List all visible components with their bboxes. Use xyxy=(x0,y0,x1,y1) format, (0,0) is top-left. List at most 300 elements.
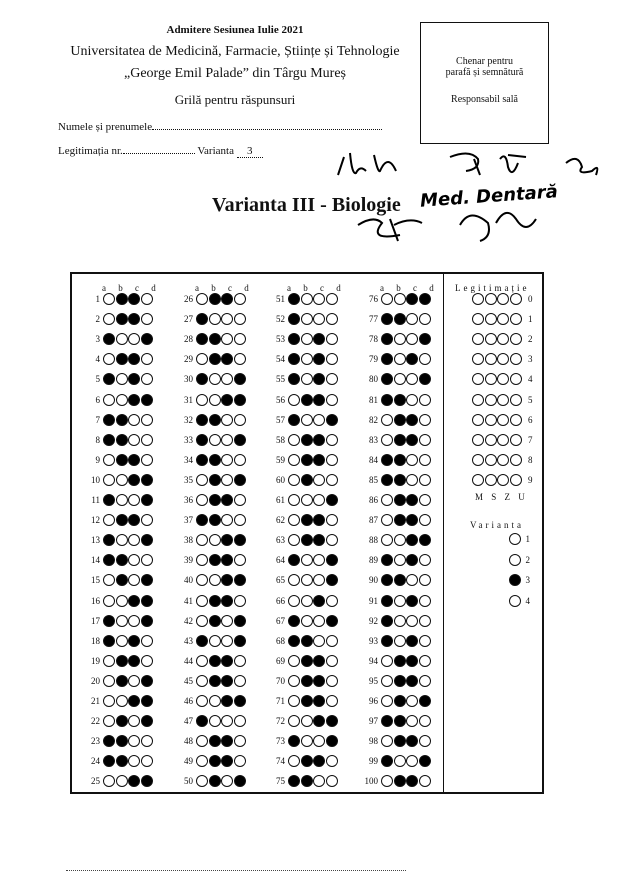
answer-bubble-d[interactable] xyxy=(326,775,338,787)
answer-bubble-a[interactable] xyxy=(288,394,300,406)
answer-bubble-a[interactable] xyxy=(288,715,300,727)
answer-bubble-c[interactable] xyxy=(313,494,325,506)
answer-bubble-d[interactable] xyxy=(326,735,338,747)
answer-bubble-b[interactable] xyxy=(116,414,128,426)
answer-bubble-b[interactable] xyxy=(116,313,128,325)
answer-bubble-d[interactable] xyxy=(141,695,153,707)
answer-bubble-c[interactable] xyxy=(313,534,325,546)
legitimatie-bubble[interactable] xyxy=(510,353,522,365)
answer-bubble-a[interactable] xyxy=(103,494,115,506)
answer-bubble-c[interactable] xyxy=(128,333,140,345)
answer-bubble-a[interactable] xyxy=(381,574,393,586)
answer-bubble-b[interactable] xyxy=(116,494,128,506)
answer-bubble-c[interactable] xyxy=(313,293,325,305)
answer-bubble-b[interactable] xyxy=(301,574,313,586)
answer-bubble-d[interactable] xyxy=(326,554,338,566)
answer-bubble-d[interactable] xyxy=(141,615,153,627)
answer-bubble-d[interactable] xyxy=(419,313,431,325)
answer-bubble-c[interactable] xyxy=(128,615,140,627)
answer-bubble-c[interactable] xyxy=(313,434,325,446)
answer-bubble-b[interactable] xyxy=(394,775,406,787)
answer-bubble-b[interactable] xyxy=(394,434,406,446)
answer-bubble-b[interactable] xyxy=(394,394,406,406)
answer-bubble-c[interactable] xyxy=(406,394,418,406)
answer-bubble-c[interactable] xyxy=(313,414,325,426)
answer-bubble-d[interactable] xyxy=(326,534,338,546)
variant-bubble[interactable] xyxy=(509,595,521,607)
answer-bubble-d[interactable] xyxy=(141,353,153,365)
answer-bubble-c[interactable] xyxy=(313,715,325,727)
answer-bubble-d[interactable] xyxy=(234,514,246,526)
answer-bubble-c[interactable] xyxy=(128,675,140,687)
answer-bubble-b[interactable] xyxy=(209,554,221,566)
answer-bubble-d[interactable] xyxy=(234,454,246,466)
answer-bubble-d[interactable] xyxy=(141,414,153,426)
answer-bubble-b[interactable] xyxy=(301,534,313,546)
answer-bubble-b[interactable] xyxy=(394,635,406,647)
answer-bubble-a[interactable] xyxy=(196,434,208,446)
answer-bubble-c[interactable] xyxy=(221,333,233,345)
legitimatie-bubble[interactable] xyxy=(485,414,497,426)
answer-bubble-a[interactable] xyxy=(103,534,115,546)
answer-bubble-a[interactable] xyxy=(103,695,115,707)
answer-bubble-a[interactable] xyxy=(381,534,393,546)
answer-bubble-d[interactable] xyxy=(419,353,431,365)
answer-bubble-a[interactable] xyxy=(381,514,393,526)
answer-bubble-c[interactable] xyxy=(406,293,418,305)
answer-bubble-b[interactable] xyxy=(394,655,406,667)
answer-bubble-a[interactable] xyxy=(196,615,208,627)
answer-bubble-b[interactable] xyxy=(301,394,313,406)
answer-bubble-c[interactable] xyxy=(313,635,325,647)
legitimatie-bubble[interactable] xyxy=(485,373,497,385)
legitimatie-bubble[interactable] xyxy=(485,313,497,325)
answer-bubble-b[interactable] xyxy=(301,715,313,727)
legitimatie-bubble[interactable] xyxy=(485,293,497,305)
answer-bubble-b[interactable] xyxy=(116,595,128,607)
answer-bubble-c[interactable] xyxy=(128,474,140,486)
answer-bubble-d[interactable] xyxy=(141,554,153,566)
answer-bubble-a[interactable] xyxy=(381,755,393,767)
answer-bubble-c[interactable] xyxy=(406,534,418,546)
answer-bubble-d[interactable] xyxy=(234,474,246,486)
answer-bubble-c[interactable] xyxy=(406,635,418,647)
answer-bubble-d[interactable] xyxy=(234,373,246,385)
answer-bubble-b[interactable] xyxy=(394,615,406,627)
answer-bubble-c[interactable] xyxy=(128,434,140,446)
answer-bubble-a[interactable] xyxy=(381,394,393,406)
answer-bubble-a[interactable] xyxy=(196,675,208,687)
answer-bubble-b[interactable] xyxy=(116,394,128,406)
answer-bubble-a[interactable] xyxy=(103,655,115,667)
answer-bubble-b[interactable] xyxy=(301,333,313,345)
answer-bubble-a[interactable] xyxy=(288,635,300,647)
answer-bubble-d[interactable] xyxy=(419,675,431,687)
answer-bubble-d[interactable] xyxy=(326,333,338,345)
answer-bubble-d[interactable] xyxy=(234,293,246,305)
answer-bubble-c[interactable] xyxy=(128,635,140,647)
answer-bubble-d[interactable] xyxy=(419,293,431,305)
answer-bubble-d[interactable] xyxy=(326,695,338,707)
answer-bubble-b[interactable] xyxy=(301,635,313,647)
answer-bubble-c[interactable] xyxy=(406,595,418,607)
legitimatie-bubble[interactable] xyxy=(485,474,497,486)
answer-bubble-c[interactable] xyxy=(128,655,140,667)
answer-bubble-c[interactable] xyxy=(128,353,140,365)
answer-bubble-c[interactable] xyxy=(128,394,140,406)
answer-bubble-b[interactable] xyxy=(394,574,406,586)
answer-bubble-a[interactable] xyxy=(288,534,300,546)
answer-bubble-d[interactable] xyxy=(419,635,431,647)
answer-bubble-a[interactable] xyxy=(381,715,393,727)
answer-bubble-b[interactable] xyxy=(394,474,406,486)
answer-bubble-c[interactable] xyxy=(313,595,325,607)
answer-bubble-b[interactable] xyxy=(301,595,313,607)
answer-bubble-c[interactable] xyxy=(406,474,418,486)
answer-bubble-d[interactable] xyxy=(234,755,246,767)
answer-bubble-a[interactable] xyxy=(103,353,115,365)
answer-bubble-a[interactable] xyxy=(288,313,300,325)
answer-bubble-c[interactable] xyxy=(128,313,140,325)
variant-bubble[interactable] xyxy=(509,533,521,545)
answer-bubble-d[interactable] xyxy=(419,595,431,607)
answer-bubble-c[interactable] xyxy=(221,474,233,486)
answer-bubble-a[interactable] xyxy=(103,615,115,627)
answer-bubble-b[interactable] xyxy=(394,755,406,767)
answer-bubble-a[interactable] xyxy=(196,595,208,607)
answer-bubble-d[interactable] xyxy=(419,615,431,627)
answer-bubble-c[interactable] xyxy=(313,615,325,627)
answer-bubble-c[interactable] xyxy=(221,494,233,506)
answer-bubble-b[interactable] xyxy=(116,474,128,486)
answer-bubble-c[interactable] xyxy=(128,735,140,747)
answer-bubble-a[interactable] xyxy=(196,494,208,506)
answer-bubble-d[interactable] xyxy=(326,414,338,426)
answer-bubble-b[interactable] xyxy=(209,615,221,627)
answer-bubble-b[interactable] xyxy=(116,675,128,687)
answer-bubble-d[interactable] xyxy=(419,373,431,385)
answer-bubble-a[interactable] xyxy=(103,394,115,406)
answer-bubble-b[interactable] xyxy=(116,574,128,586)
answer-bubble-d[interactable] xyxy=(326,293,338,305)
answer-bubble-a[interactable] xyxy=(196,695,208,707)
answer-bubble-c[interactable] xyxy=(128,715,140,727)
answer-bubble-a[interactable] xyxy=(103,514,115,526)
answer-bubble-c[interactable] xyxy=(221,595,233,607)
answer-bubble-a[interactable] xyxy=(288,434,300,446)
answer-bubble-c[interactable] xyxy=(128,373,140,385)
answer-bubble-b[interactable] xyxy=(301,414,313,426)
answer-bubble-d[interactable] xyxy=(141,675,153,687)
answer-bubble-d[interactable] xyxy=(141,715,153,727)
answer-bubble-d[interactable] xyxy=(234,775,246,787)
answer-bubble-a[interactable] xyxy=(381,675,393,687)
answer-bubble-b[interactable] xyxy=(301,293,313,305)
answer-bubble-c[interactable] xyxy=(221,554,233,566)
legitimatie-bubble[interactable] xyxy=(510,333,522,345)
answer-bubble-d[interactable] xyxy=(141,514,153,526)
answer-bubble-d[interactable] xyxy=(419,735,431,747)
answer-bubble-c[interactable] xyxy=(221,574,233,586)
answer-bubble-c[interactable] xyxy=(221,735,233,747)
answer-bubble-b[interactable] xyxy=(301,775,313,787)
answer-bubble-a[interactable] xyxy=(288,454,300,466)
answer-bubble-d[interactable] xyxy=(141,293,153,305)
answer-bubble-d[interactable] xyxy=(234,353,246,365)
answer-bubble-c[interactable] xyxy=(128,514,140,526)
answer-bubble-d[interactable] xyxy=(141,333,153,345)
answer-bubble-b[interactable] xyxy=(301,474,313,486)
answer-bubble-a[interactable] xyxy=(103,474,115,486)
answer-bubble-c[interactable] xyxy=(313,755,325,767)
answer-bubble-c[interactable] xyxy=(128,595,140,607)
answer-bubble-b[interactable] xyxy=(209,414,221,426)
answer-bubble-b[interactable] xyxy=(301,454,313,466)
answer-bubble-b[interactable] xyxy=(394,313,406,325)
answer-bubble-a[interactable] xyxy=(381,474,393,486)
answer-bubble-c[interactable] xyxy=(221,635,233,647)
answer-bubble-c[interactable] xyxy=(406,755,418,767)
answer-bubble-d[interactable] xyxy=(141,534,153,546)
answer-bubble-a[interactable] xyxy=(288,414,300,426)
answer-bubble-d[interactable] xyxy=(141,574,153,586)
answer-bubble-d[interactable] xyxy=(141,313,153,325)
answer-bubble-b[interactable] xyxy=(209,715,221,727)
answer-bubble-b[interactable] xyxy=(116,353,128,365)
answer-bubble-c[interactable] xyxy=(221,775,233,787)
answer-bubble-d[interactable] xyxy=(419,333,431,345)
answer-bubble-b[interactable] xyxy=(116,514,128,526)
answer-bubble-d[interactable] xyxy=(326,353,338,365)
answer-bubble-d[interactable] xyxy=(419,434,431,446)
answer-bubble-c[interactable] xyxy=(221,373,233,385)
answer-bubble-a[interactable] xyxy=(381,635,393,647)
legitimatie-bubble[interactable] xyxy=(472,313,484,325)
answer-bubble-a[interactable] xyxy=(288,695,300,707)
answer-bubble-d[interactable] xyxy=(141,474,153,486)
answer-bubble-a[interactable] xyxy=(381,775,393,787)
answer-bubble-c[interactable] xyxy=(406,735,418,747)
answer-bubble-a[interactable] xyxy=(196,474,208,486)
answer-bubble-c[interactable] xyxy=(221,615,233,627)
answer-bubble-b[interactable] xyxy=(209,454,221,466)
answer-bubble-a[interactable] xyxy=(103,554,115,566)
answer-bubble-b[interactable] xyxy=(394,494,406,506)
answer-bubble-b[interactable] xyxy=(209,434,221,446)
answer-bubble-b[interactable] xyxy=(116,454,128,466)
answer-bubble-c[interactable] xyxy=(313,695,325,707)
answer-bubble-b[interactable] xyxy=(116,534,128,546)
answer-bubble-c[interactable] xyxy=(128,755,140,767)
answer-bubble-d[interactable] xyxy=(326,474,338,486)
answer-bubble-a[interactable] xyxy=(103,574,115,586)
answer-bubble-c[interactable] xyxy=(221,454,233,466)
answer-bubble-b[interactable] xyxy=(301,615,313,627)
answer-bubble-a[interactable] xyxy=(288,353,300,365)
answer-bubble-a[interactable] xyxy=(196,715,208,727)
answer-bubble-a[interactable] xyxy=(196,514,208,526)
answer-bubble-d[interactable] xyxy=(419,474,431,486)
answer-bubble-b[interactable] xyxy=(209,635,221,647)
answer-bubble-d[interactable] xyxy=(141,735,153,747)
answer-bubble-a[interactable] xyxy=(196,655,208,667)
answer-bubble-d[interactable] xyxy=(326,655,338,667)
legitimatie-bubble[interactable] xyxy=(497,373,509,385)
answer-bubble-d[interactable] xyxy=(326,454,338,466)
answer-bubble-d[interactable] xyxy=(234,715,246,727)
legitimatie-bubble[interactable] xyxy=(485,394,497,406)
legitimatie-bubble[interactable] xyxy=(472,434,484,446)
answer-bubble-a[interactable] xyxy=(196,333,208,345)
answer-bubble-d[interactable] xyxy=(326,494,338,506)
answer-bubble-b[interactable] xyxy=(301,353,313,365)
answer-bubble-b[interactable] xyxy=(394,353,406,365)
answer-bubble-c[interactable] xyxy=(313,474,325,486)
answer-bubble-d[interactable] xyxy=(141,434,153,446)
answer-bubble-c[interactable] xyxy=(406,695,418,707)
answer-bubble-b[interactable] xyxy=(301,655,313,667)
answer-bubble-b[interactable] xyxy=(394,735,406,747)
answer-bubble-b[interactable] xyxy=(209,655,221,667)
answer-bubble-c[interactable] xyxy=(221,394,233,406)
answer-bubble-b[interactable] xyxy=(209,394,221,406)
answer-bubble-b[interactable] xyxy=(209,494,221,506)
answer-bubble-a[interactable] xyxy=(103,735,115,747)
answer-bubble-b[interactable] xyxy=(301,373,313,385)
answer-bubble-b[interactable] xyxy=(394,595,406,607)
answer-bubble-b[interactable] xyxy=(116,615,128,627)
answer-bubble-b[interactable] xyxy=(394,414,406,426)
answer-bubble-c[interactable] xyxy=(406,514,418,526)
answer-bubble-b[interactable] xyxy=(301,494,313,506)
answer-bubble-a[interactable] xyxy=(103,454,115,466)
answer-bubble-c[interactable] xyxy=(313,514,325,526)
answer-bubble-c[interactable] xyxy=(406,655,418,667)
answer-bubble-b[interactable] xyxy=(116,735,128,747)
answer-bubble-c[interactable] xyxy=(406,574,418,586)
legitimatie-bubble[interactable] xyxy=(472,454,484,466)
answer-bubble-d[interactable] xyxy=(419,574,431,586)
answer-bubble-d[interactable] xyxy=(141,394,153,406)
answer-bubble-a[interactable] xyxy=(103,775,115,787)
answer-bubble-d[interactable] xyxy=(234,595,246,607)
answer-bubble-d[interactable] xyxy=(326,635,338,647)
answer-bubble-c[interactable] xyxy=(406,615,418,627)
answer-bubble-d[interactable] xyxy=(234,615,246,627)
answer-bubble-b[interactable] xyxy=(301,695,313,707)
answer-bubble-b[interactable] xyxy=(209,474,221,486)
answer-bubble-a[interactable] xyxy=(196,293,208,305)
answer-bubble-a[interactable] xyxy=(288,373,300,385)
answer-bubble-c[interactable] xyxy=(128,414,140,426)
legitimatie-bubble[interactable] xyxy=(510,474,522,486)
answer-bubble-c[interactable] xyxy=(406,454,418,466)
answer-bubble-c[interactable] xyxy=(221,715,233,727)
answer-bubble-a[interactable] xyxy=(103,414,115,426)
answer-bubble-a[interactable] xyxy=(381,373,393,385)
answer-bubble-d[interactable] xyxy=(419,755,431,767)
answer-bubble-c[interactable] xyxy=(313,655,325,667)
answer-bubble-a[interactable] xyxy=(103,373,115,385)
answer-bubble-a[interactable] xyxy=(288,735,300,747)
answer-bubble-a[interactable] xyxy=(288,293,300,305)
answer-bubble-a[interactable] xyxy=(381,414,393,426)
answer-bubble-b[interactable] xyxy=(116,554,128,566)
legitimatie-bubble[interactable] xyxy=(497,394,509,406)
answer-bubble-a[interactable] xyxy=(381,655,393,667)
legitimatie-bubble[interactable] xyxy=(497,474,509,486)
answer-bubble-a[interactable] xyxy=(103,715,115,727)
answer-bubble-d[interactable] xyxy=(141,454,153,466)
answer-bubble-b[interactable] xyxy=(301,434,313,446)
answer-bubble-b[interactable] xyxy=(209,735,221,747)
answer-bubble-d[interactable] xyxy=(234,655,246,667)
answer-bubble-c[interactable] xyxy=(221,414,233,426)
answer-bubble-d[interactable] xyxy=(419,554,431,566)
answer-bubble-c[interactable] xyxy=(128,534,140,546)
answer-bubble-d[interactable] xyxy=(234,414,246,426)
answer-bubble-a[interactable] xyxy=(196,635,208,647)
answer-bubble-a[interactable] xyxy=(103,313,115,325)
answer-bubble-d[interactable] xyxy=(234,695,246,707)
answer-bubble-d[interactable] xyxy=(141,635,153,647)
answer-bubble-b[interactable] xyxy=(301,735,313,747)
answer-bubble-c[interactable] xyxy=(313,373,325,385)
answer-bubble-d[interactable] xyxy=(234,554,246,566)
answer-bubble-c[interactable] xyxy=(221,514,233,526)
answer-bubble-b[interactable] xyxy=(116,655,128,667)
variant-bubble[interactable] xyxy=(509,554,521,566)
answer-bubble-a[interactable] xyxy=(381,554,393,566)
answer-bubble-a[interactable] xyxy=(288,595,300,607)
answer-bubble-a[interactable] xyxy=(381,353,393,365)
legitimatie-bubble[interactable] xyxy=(472,333,484,345)
answer-bubble-d[interactable] xyxy=(234,635,246,647)
answer-bubble-c[interactable] xyxy=(128,775,140,787)
answer-bubble-b[interactable] xyxy=(209,574,221,586)
legitimatie-bubble[interactable] xyxy=(472,414,484,426)
answer-bubble-a[interactable] xyxy=(288,615,300,627)
answer-bubble-c[interactable] xyxy=(313,333,325,345)
answer-bubble-a[interactable] xyxy=(288,514,300,526)
answer-bubble-c[interactable] xyxy=(128,494,140,506)
answer-bubble-d[interactable] xyxy=(234,313,246,325)
answer-bubble-d[interactable] xyxy=(326,595,338,607)
answer-bubble-a[interactable] xyxy=(288,675,300,687)
answer-bubble-b[interactable] xyxy=(394,454,406,466)
answer-bubble-b[interactable] xyxy=(394,293,406,305)
legitimatie-bubble[interactable] xyxy=(510,394,522,406)
answer-bubble-d[interactable] xyxy=(419,394,431,406)
answer-bubble-c[interactable] xyxy=(221,313,233,325)
answer-bubble-c[interactable] xyxy=(221,695,233,707)
answer-bubble-c[interactable] xyxy=(313,574,325,586)
answer-bubble-d[interactable] xyxy=(419,414,431,426)
answer-bubble-c[interactable] xyxy=(406,675,418,687)
answer-bubble-d[interactable] xyxy=(419,454,431,466)
answer-bubble-d[interactable] xyxy=(234,434,246,446)
answer-bubble-d[interactable] xyxy=(141,655,153,667)
legitimatie-bubble[interactable] xyxy=(497,414,509,426)
answer-bubble-d[interactable] xyxy=(141,595,153,607)
answer-bubble-d[interactable] xyxy=(234,534,246,546)
legitimatie-bubble[interactable] xyxy=(497,313,509,325)
answer-bubble-a[interactable] xyxy=(196,454,208,466)
legitimatie-bubble[interactable] xyxy=(510,373,522,385)
legitimatie-bubble[interactable] xyxy=(485,434,497,446)
answer-bubble-c[interactable] xyxy=(313,735,325,747)
legitimatie-bubble[interactable] xyxy=(472,353,484,365)
